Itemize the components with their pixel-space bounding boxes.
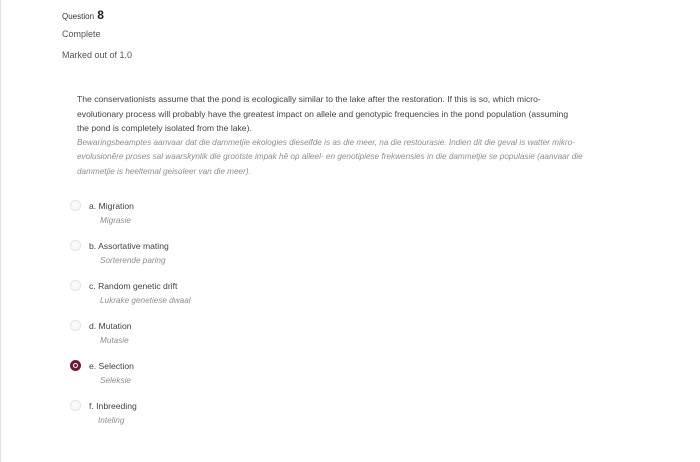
question-text-line: evolusionêre proses sal waarskynlik die grootste impak hê op alleel- en genotipiese frekwensies in die dammetjie se populasie (aanvaar die xyxy=(77,152,583,161)
answer-label-b: b. Assortative mating xyxy=(89,241,169,251)
answer-translation-f: Inteling xyxy=(98,416,125,425)
question-text-line: dammetjie is heeltemal geisoleer van die meer). xyxy=(77,166,251,176)
radio-button-f[interactable] xyxy=(70,400,81,411)
question-label: Question xyxy=(62,12,95,21)
question-number xyxy=(62,8,132,22)
answer-translation-c: Lukrake genetiese dwaal xyxy=(100,296,191,305)
question-text-english xyxy=(77,92,637,136)
answer-label-a: a. Migration xyxy=(89,201,134,211)
answer-translation-e: Seleksie xyxy=(100,376,131,385)
answer-label-f: f. Inbreeding xyxy=(89,401,137,411)
radio-button-c[interactable] xyxy=(70,280,81,291)
question-grade: Marked out of 1.0 xyxy=(62,50,133,60)
answer-label-d: d. Mutation xyxy=(89,321,132,331)
answer-label-e: e. Selection xyxy=(89,361,134,371)
question-text xyxy=(77,92,637,179)
answer-translation-b: Sorterende paring xyxy=(100,256,166,265)
left-border xyxy=(0,0,1,462)
question-number-value: 8 xyxy=(97,8,104,22)
question-text-line: the pond is completely isolated from the lake). xyxy=(77,123,252,133)
radio-button-a[interactable] xyxy=(70,200,81,211)
question-text-line: The conservationists assume that the pond is ecologically similar to the lake after the restoration. If this is so, which micro- xyxy=(77,94,541,104)
question-text-line: Bewaringsbeamptes aanvaar dat die dammetjie ekologies dieselfde is as die meer, na die restourasie. Indien dit die geval is watter mikro- xyxy=(77,137,575,147)
radio-button-d[interactable] xyxy=(70,320,81,331)
question-info xyxy=(62,8,132,61)
answer-translation-a: Migrasie xyxy=(100,216,131,225)
radio-button-b[interactable] xyxy=(70,240,81,251)
answer-label-c: c. Random genetic drift xyxy=(89,281,178,291)
radio-button-e-selected[interactable] xyxy=(70,360,81,371)
question-text-line: evolutionary process will probably have the greatest impact on allele and genotypic frequencies in the pond population (assuming xyxy=(77,108,569,119)
question-state: Complete xyxy=(62,29,101,39)
question-text-afrikaans xyxy=(77,136,637,180)
answer-translation-d: Mutasie xyxy=(100,336,129,345)
